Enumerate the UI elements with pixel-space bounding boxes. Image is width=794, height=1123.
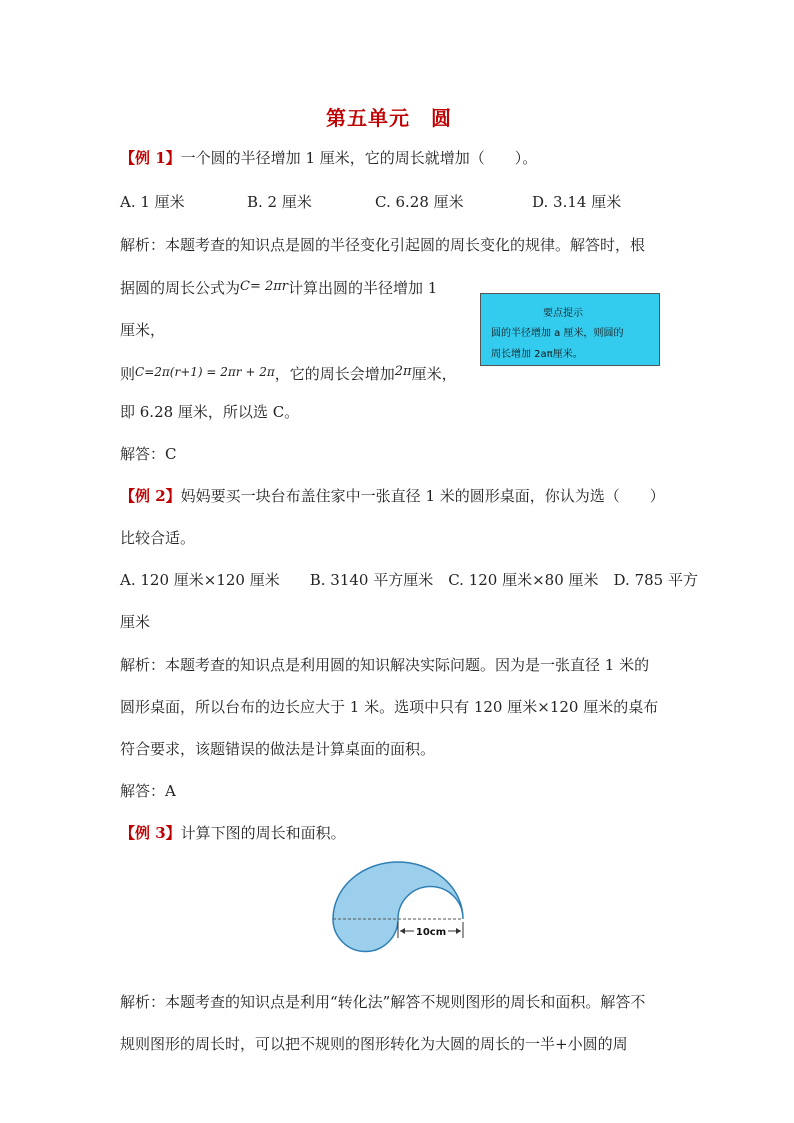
example-1-option-c: C. 6.28 厘米 [375,193,464,211]
shaded-region [333,862,463,952]
dimension-label: 10cm [415,927,447,938]
example-2-analysis-line-3: 符合要求，该题错误的做法是计算桌面的面积。 [120,740,436,758]
analysis-text: ，它的周长会增加 [274,365,395,383]
example-1-option-d: D. 3.14 厘米 [532,193,622,211]
expanded-formula: C=2π(r+1) = 2πr + 2π [135,365,275,379]
arrowhead-left-icon [400,928,405,934]
example-1-answer: 解答：C [120,445,177,463]
analysis-text: 厘米， [411,365,457,383]
example-3-question [120,823,346,843]
example-3-text: 计算下图的周长和面积。 [180,824,346,842]
increase-formula: 2π [394,364,412,379]
example-1-text: 一个圆的半径增加 1 厘米，它的周长就增加（ ）。 [180,149,538,167]
example-2-tag: 【例 2】 [120,487,181,505]
example-2-analysis-line-1: 解析：本题考查的知识点是利用圆的知识解决实际问题。因为是一张直径 1 米的 [120,656,650,674]
example-1-option-a: A. 1 厘米 [120,193,185,211]
example-2-question-line-1 [120,486,665,506]
example-1-question [120,148,537,168]
page-title: 第五单元 圆 [326,106,452,130]
analysis-text: 据圆的周长公式为 [120,279,241,297]
example-1-option-b: B. 2 厘米 [247,193,312,211]
example-3-analysis-line-2: 规则图形的周长时，可以把不规则的图形转化为大圆的周长的一半+小圆的周 [120,1035,628,1053]
tip-box [480,293,660,366]
example-2-analysis-line-2: 圆形桌面，所以台布的边长应大于 1 米。选项中只有 120 厘米×120 厘米的桌布 [120,698,659,716]
circumference-formula: C= 2πr [240,279,289,294]
example-2-options-continued: 厘米 [120,613,151,631]
example-2-answer: 解答：A [120,782,176,800]
example-2-question-line-2: 比较合适。 [120,529,196,547]
example-2-options: A. 120 厘米×120 厘米 B. 3140 平方厘米 C. 120 厘米×80 厘米 D. 785 平方 [120,571,698,589]
example-1-analysis-line-5: 即 6.28 厘米，所以选 C。 [120,403,300,421]
tip-heading: 要点提示 [543,308,583,319]
arrowhead-right-icon [456,928,461,934]
tip-line-2: 周长增加 2aπ厘米。 [491,349,583,360]
composite-circle-figure [328,856,468,956]
example-1-analysis-line-2 [120,277,437,298]
example-1-analysis-line-4 [120,362,457,384]
example-1-analysis-line-1: 解析：本题考查的知识点是圆的半径变化引起圆的周长变化的规律。解答时，根 [120,236,646,254]
analysis-text: 则 [120,365,136,383]
example-3-analysis-line-1: 解析：本题考查的知识点是利用“转化法”解答不规则图形的周长和面积。解答不 [120,993,646,1011]
tip-line-1: 圆的半径增加 a 厘米，则圆的 [491,328,624,339]
example-1-analysis-line-3: 厘米， [120,321,166,339]
example-3-tag: 【例 3】 [120,824,181,842]
example-1-tag: 【例 1】 [120,149,181,167]
analysis-text: 计算出圆的半径增加 1 [288,279,438,297]
example-2-text: 妈妈要买一块台布盖住家中一张直径 1 米的圆形桌面，你认为选（ ） [180,487,665,505]
